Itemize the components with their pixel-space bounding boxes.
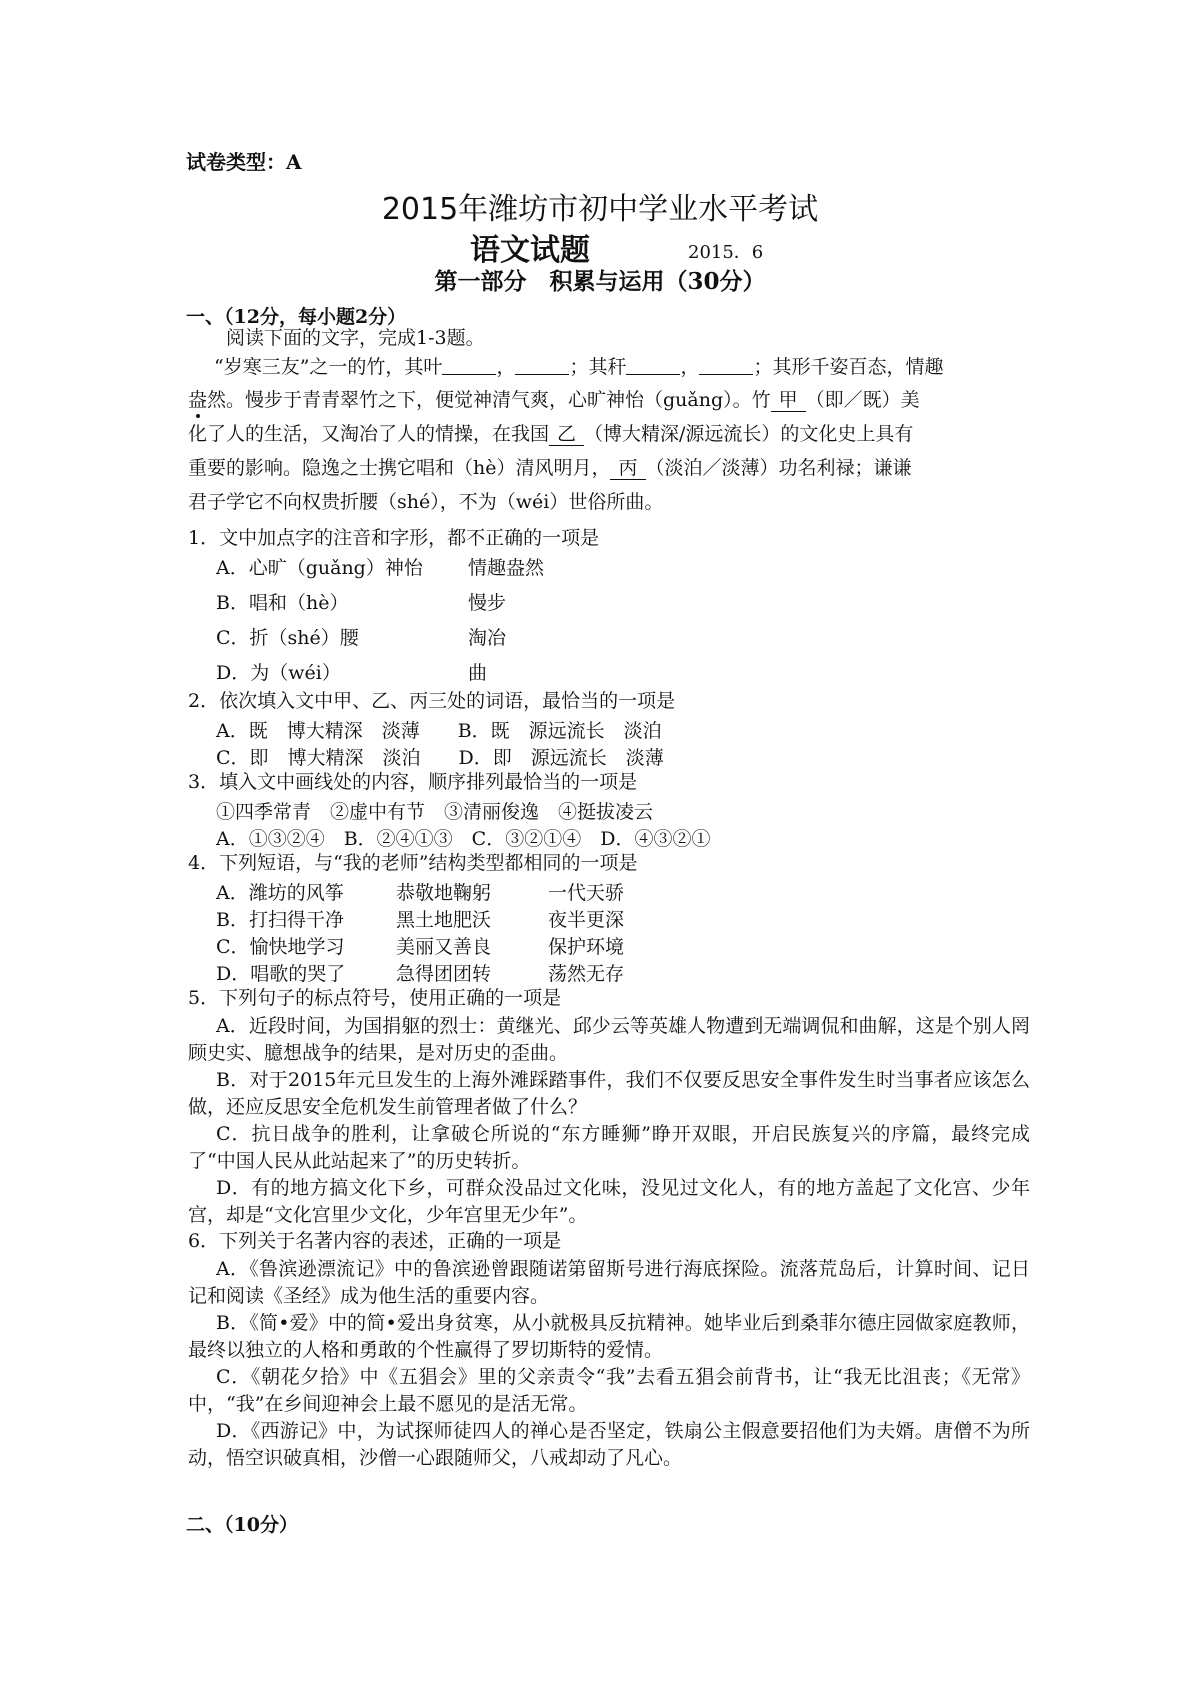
q4-option-a-3: 一代天骄 [548, 882, 625, 904]
q2-options-row1: A．既 博大精深 淡薄 B．既 源远流长 淡泊 [216, 720, 662, 742]
passage-line-3: 化了人的生活，又淘冶了人的情操，在我国 乙 （博大精深/源远流长）的文化史上具有 [188, 423, 914, 445]
passage-line-5: 君子学它不向权贵折腰（shé），不为（wéi）世俗所曲。 [188, 491, 664, 513]
q1-stem: 1．文中加点字的注音和字形，都不正确的一项是 [188, 527, 600, 549]
q2-options-row2: C．即 博大精深 淡泊 D．即 源远流长 淡薄 [216, 747, 664, 769]
q4-option-b-3: 夜半更深 [548, 909, 625, 931]
q4-option-b-2: 黑土地肥沃 [396, 909, 492, 931]
q5-option-c: C．抗日战争的胜利，让拿破仑所说的“东方睡狮”睁开双眼，开启民族复兴的序篇，最终完成了“中国人民从此站起来了”的历史转折。 [188, 1123, 1030, 1172]
q4-option-d-1: D．唱歌的哭了 [216, 963, 346, 985]
passage-line-2: 盎然。慢步于青青翠竹之下，便觉神清气爽，心旷神怡（guǎng）。竹 甲 （即／既）美 [188, 389, 920, 411]
q3-items: ①四季常青 ②虚中有节 ③清丽俊逸 ④挺拔凌云 [216, 801, 654, 823]
q6-option-b: B．《简•爱》中的简•爱出身贫寒，从小就极具反抗精神。她毕业后到桑菲尔德庄园做家庭教师，最终以独立的人格和勇敢的个性赢得了罗切斯特的爱情。 [188, 1312, 1030, 1361]
passage-line-4: 重要的影响。隐逸之士携它唱和（hè）清风明月， 丙 （淡泊／淡薄）功名利禄；谦谦 [188, 457, 912, 479]
section1-instruction: 阅读下面的文字，完成1-3题。 [226, 327, 485, 349]
q3-options: A．①③②④ B．②④①③ C．③②①④ D．④③②① [216, 828, 711, 850]
q4-option-b-1: B．打扫得干净 [216, 909, 344, 931]
q6-option-c: C．《朝花夕拾》中《五猖会》里的父亲责令“我”去看五猖会前背书，让“我无比沮丧；《无常》中，“我”在乡间迎神会上最不愿见的是活无常。 [188, 1366, 1030, 1415]
page-title: 2015年潍坊市初中学业水平考试 [381, 192, 819, 227]
section1-heading: 一、（12分，每小题2分） [186, 306, 407, 328]
q1-option-d: D．为（wéi） [216, 662, 341, 684]
q4-option-d-3: 荡然无存 [548, 963, 625, 985]
q1-option-a-word: 情趣盎然 [468, 557, 545, 579]
part-heading: 第一部分 积累与运用（30分） [434, 268, 766, 295]
q1-option-c-word: 淘冶 [468, 627, 507, 649]
q5-stem: 5．下列句子的标点符号，使用正确的一项是 [188, 987, 562, 1009]
q4-option-a-2: 恭敬地鞠躬 [396, 882, 492, 904]
exam-type: 试卷类型：A [186, 150, 302, 174]
q1-option-b: B．唱和（hè） [216, 592, 349, 614]
q2-stem: 2．依次填入文中甲、乙、丙三处的词语，最恰当的一项是 [188, 690, 676, 712]
q4-option-d-2: 急得团团转 [396, 963, 492, 985]
q1-option-b-word: 慢步 [468, 592, 507, 614]
section2-heading: 二、（10分） [186, 1514, 298, 1536]
q6-option-d: D．《西游记》中，为试探师徒四人的禅心是否坚定，铁扇公主假意要招他们为夫婿。唐僧不为所动，悟空识破真相，沙僧一心跟随师父，八戒却动了凡心。 [188, 1420, 1030, 1469]
q5-option-b: B．对于2015年元旦发生的上海外滩踩踏事件，我们不仅要反思安全事件发生时当事者应该怎么做，还应反思安全危机发生前管理者做了什么？ [188, 1069, 1030, 1118]
subtitle: 语文试题 [470, 233, 590, 268]
q4-option-a-1: A．潍坊的风筝 [216, 882, 344, 904]
q4-option-c-1: C．愉快地学习 [216, 936, 345, 958]
q3-stem: 3．填入文中画线处的内容，顺序排列最恰当的一项是 [188, 771, 638, 793]
q5-option-d: D．有的地方搞文化下乡，可群众没品过文化味，没见过文化人，有的地方盖起了文化宫、少年宫，却是“文化宫里少文化，少年宫里无少年”。 [188, 1177, 1030, 1226]
q1-option-c: C．折（shé）腰 [216, 627, 359, 649]
q4-option-c-3: 保护环境 [548, 936, 625, 958]
q1-option-d-word: 曲 [468, 662, 488, 684]
q6-option-a: A．《鲁滨逊漂流记》中的鲁滨逊曾跟随诺第留斯号进行海底探险。流落荒岛后，计算时间、记日记和阅读《圣经》成为他生活的重要内容。 [188, 1258, 1030, 1307]
q6-stem: 6．下列关于名著内容的表述，正确的一项是 [188, 1230, 562, 1252]
q4-stem: 4．下列短语，与“我的老师”结构类型都相同的一项是 [188, 852, 638, 874]
exam-date: 2015．6 [688, 242, 764, 263]
passage-line-1: “岁寒三友”之一的竹，其叶 ， ；其秆 ， ；其形千姿百态，情趣 [214, 356, 944, 378]
q5-option-a: A．近段时间，为国捐躯的烈士：黄继光、邱少云等英雄人物遭到无端调侃和曲解，这是个别人罔顾史实、臆想战争的结果，是对历史的歪曲。 [188, 1015, 1030, 1064]
q4-option-c-2: 美丽又善良 [396, 936, 492, 958]
q1-option-a: A．心旷（guǎng）神怡 [216, 557, 423, 579]
